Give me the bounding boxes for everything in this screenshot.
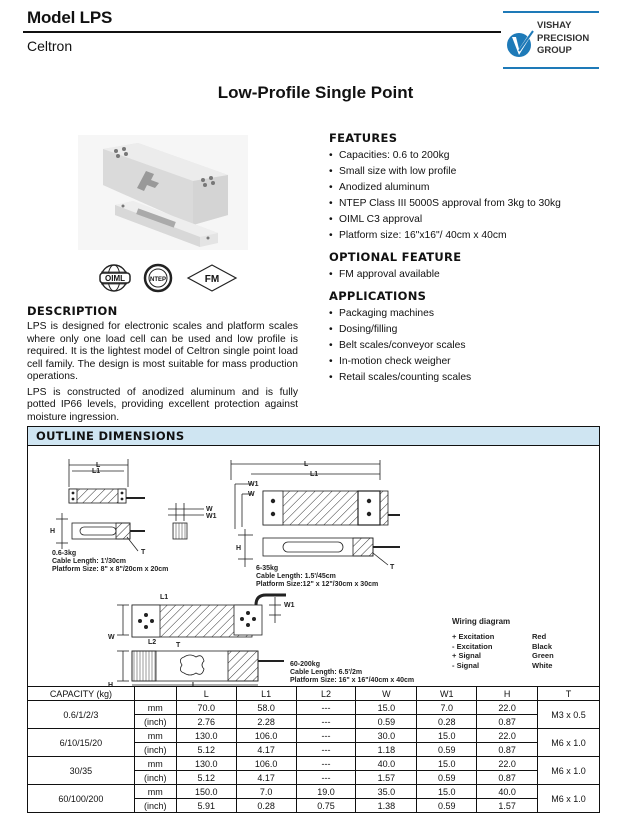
svg-text:FM: FM: [204, 274, 220, 285]
description-paragraph: LPS is constructed of anodized aluminum and is fully potted IP66 levels, providing excellent protection against moisture ingression.: [27, 386, 298, 423]
svg-text:H: H: [236, 545, 242, 552]
svg-text:L: L: [96, 462, 101, 469]
applications-list: [329, 306, 619, 386]
vpg-v-icon: [506, 29, 536, 59]
product-photo: [78, 135, 248, 250]
features-column: [329, 131, 619, 392]
certification-logos: [98, 262, 238, 294]
thread-cell: M6 x 1.0: [538, 729, 600, 757]
capacity-cell: 0.6/1/2/3: [28, 701, 135, 729]
optional-feature-heading: OPTIONAL FEATURE: [329, 250, 462, 264]
column-header: L1: [236, 687, 296, 701]
svg-text:L: L: [304, 461, 309, 468]
table-row: 30/35 mm 130.0 106.0 --- 40.0 15.0 22.0 M6 x 1.0: [28, 757, 600, 771]
svg-text:Cable Length: 6.5'/2m: Cable Length: 6.5'/2m: [290, 669, 363, 676]
description-paragraph: LPS is designed for electronic scales and platform scales where only one load cell can be used and low profile is required. It is the lightest model of Celtron single point load cell family. The design is most suitable for mass production operations.: [27, 321, 298, 382]
svg-text:0.6-3kg: 0.6-3kg: [52, 550, 77, 557]
oiml-icon: [100, 265, 130, 291]
column-header: L2: [296, 687, 356, 701]
model-title: Model LPS: [27, 8, 113, 27]
dimensions-table: [27, 686, 600, 813]
svg-text:Platform Size: 16" x 16"/40cm: Platform Size: 16" x 16"/40cm x 40cm: [290, 677, 415, 684]
application-item: • Packaging machines: [329, 306, 619, 322]
svg-text:Cable Length: 1.5'/45cm: Cable Length: 1.5'/45cm: [256, 573, 336, 580]
wiring-row: - Signal White: [452, 660, 553, 670]
brand-name: Celtron: [27, 38, 73, 54]
outline-dimensions-heading: OUTLINE DIMENSIONS: [28, 427, 599, 446]
svg-text:L2: L2: [148, 639, 157, 646]
wiring-row: + Excitation Red: [452, 632, 547, 641]
svg-text:L: L: [192, 682, 197, 687]
header-rule: [23, 31, 501, 33]
svg-text:W1: W1: [206, 513, 217, 520]
table-row: (inch) 2.76 2.28 --- 0.59 0.28 0.87: [28, 715, 600, 729]
logo-text-precision-group: PRECISION GROUP: [537, 33, 590, 56]
svg-text:L1: L1: [92, 468, 101, 475]
description-heading: DESCRIPTION: [27, 304, 118, 318]
svg-text:Platform Size:12" x 12"/30cm x: Platform Size:12" x 12"/30cm x 30cm: [256, 581, 379, 588]
svg-text:6-35kg: 6-35kg: [256, 565, 279, 572]
capacity-cell: 6/10/15/20: [28, 729, 135, 757]
svg-text:T: T: [390, 564, 395, 571]
svg-text:L1: L1: [310, 471, 319, 478]
column-header: H: [477, 687, 538, 701]
optional-feature-section: [329, 250, 619, 283]
logo-text-vishay: VISHAY: [537, 20, 572, 31]
svg-text:OIML: OIML: [105, 274, 125, 283]
capacity-cell: 30/35: [28, 757, 135, 785]
thread-cell: M3 x 0.5: [538, 701, 600, 729]
page-title: Low-Profile Single Point: [217, 83, 414, 102]
column-header: W: [356, 687, 417, 701]
description-section: [27, 304, 298, 424]
application-item: • In-motion check weigher: [329, 354, 619, 370]
feature-item: • OIML C3 approval: [329, 212, 619, 228]
svg-text:NTEP: NTEP: [149, 277, 167, 283]
applications-section: [329, 289, 619, 386]
features-heading: FEATURES: [329, 131, 398, 145]
svg-text:T: T: [176, 642, 181, 649]
wiring-row: + Signal Green: [452, 651, 554, 660]
svg-text:60-200kg: 60-200kg: [290, 661, 320, 668]
logo-bar-bottom: [503, 67, 599, 69]
features-section: [329, 131, 619, 244]
table-row: (inch) 5.12 4.17 --- 1.18 0.59 0.87: [28, 743, 600, 757]
optional-feature-item: • FM approval available: [329, 267, 619, 283]
optional-feature-list: [329, 267, 619, 283]
features-list: [329, 148, 619, 244]
table-row: 0.6/1/2/3 mm 70.0 58.0 --- 15.0 7.0 22.0 M3 x 0.5: [28, 701, 600, 715]
svg-text:W1: W1: [284, 602, 295, 609]
column-header: [134, 687, 176, 701]
column-header: W1: [417, 687, 477, 701]
capacity-cell: 60/100/200: [28, 785, 135, 813]
svg-text:Cable Length: 1'/30cm: Cable Length: 1'/30cm: [52, 558, 127, 565]
logo-bar-top: [503, 11, 599, 13]
fm-icon: [188, 265, 236, 291]
feature-item: • Small size with low profile: [329, 164, 619, 180]
svg-text:T: T: [141, 549, 146, 556]
table-row: (inch) 5.91 0.28 0.75 1.38 0.59 1.57: [28, 799, 600, 813]
column-header: CAPACITY (kg): [28, 687, 135, 701]
wiring-title: Wiring diagram: [452, 617, 511, 626]
feature-item: • NTEP Class III 5000S approval from 3kg to 30kg: [329, 196, 619, 212]
table-row: 60/100/200 mm 150.0 7.0 19.0 35.0 15.0 40.0 M6 x 1.0: [28, 785, 600, 799]
column-header: T: [538, 687, 600, 701]
thread-cell: M6 x 1.0: [538, 785, 600, 813]
wiring-row: - Excitation Black: [452, 641, 553, 651]
application-item: • Retail scales/counting scales: [329, 370, 619, 386]
vishay-logo: [503, 11, 599, 69]
ntep-icon: [145, 265, 171, 291]
svg-text:W1: W1: [248, 481, 259, 488]
svg-text:L1: L1: [160, 594, 169, 601]
svg-text:H: H: [108, 682, 114, 687]
column-header: L: [176, 687, 236, 701]
application-item: • Dosing/filling: [329, 322, 619, 338]
table-row: 6/10/15/20 mm 130.0 106.0 --- 30.0 15.0 22.0 M6 x 1.0: [28, 729, 600, 743]
svg-text:W: W: [206, 506, 213, 513]
table-header-row: [28, 687, 600, 701]
feature-item: • Capacities: 0.6 to 200kg: [329, 148, 619, 164]
thread-cell: M6 x 1.0: [538, 757, 600, 785]
wiring-diagram: [452, 617, 592, 670]
feature-item: • Anodized aluminum: [329, 180, 619, 196]
svg-text:W: W: [248, 491, 255, 498]
svg-text:H: H: [50, 528, 56, 535]
svg-text:Platform Size: 8" x 8"/20cm x: Platform Size: 8" x 8"/20cm x 20cm: [52, 566, 169, 573]
table-row: (inch) 5.12 4.17 --- 1.57 0.59 0.87: [28, 771, 600, 785]
feature-item: • Platform size: 16"x16"/ 40cm x 40cm: [329, 228, 619, 244]
application-item: • Belt scales/conveyor scales: [329, 338, 619, 354]
svg-text:W: W: [108, 634, 115, 641]
applications-heading: APPLICATIONS: [329, 289, 427, 303]
